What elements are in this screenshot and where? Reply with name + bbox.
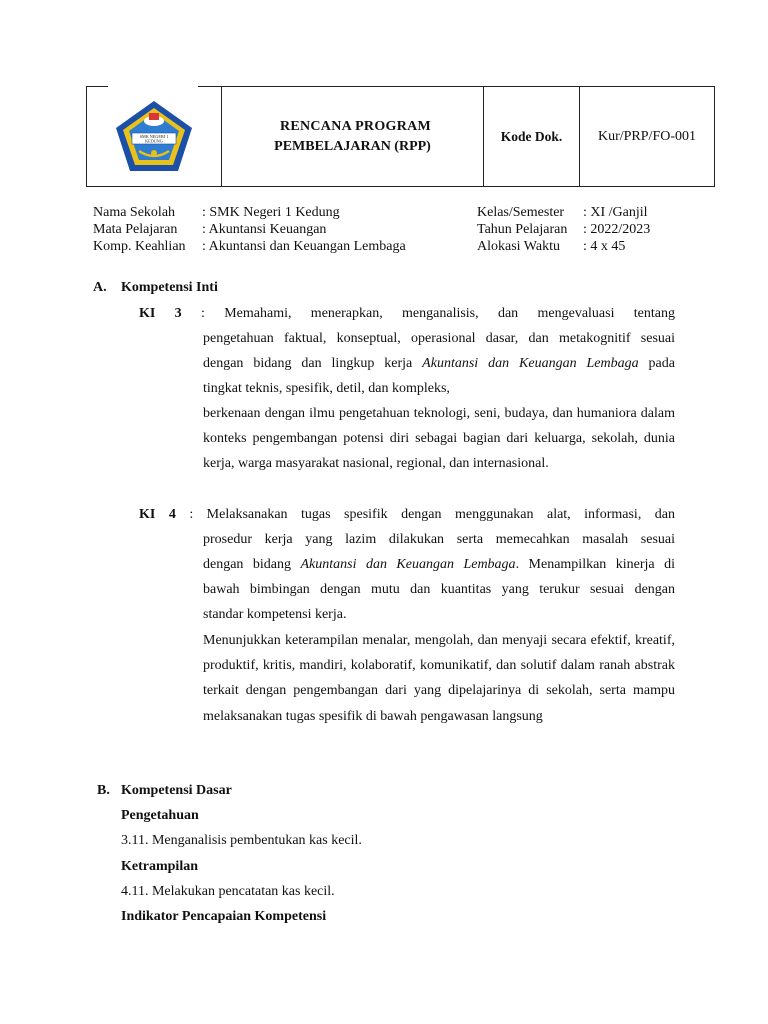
section-a-title: Kompetensi Inti: [121, 280, 218, 295]
ki4-line-4: bawah bimbingan dengan mutu dan kuantitas yang terukur sesuai dengan: [203, 582, 675, 597]
ki4-line-5: standar kompetensi kerja.: [203, 607, 347, 622]
keterampilan-label: Ketrampilan: [121, 859, 198, 874]
ki4-line-3: dengan bidang Akuntansi dan Keuangan Lembaga. Menampilkan kinerja di: [203, 557, 675, 572]
info-row-year: Tahun Pelajaran : 2022/2023: [477, 222, 651, 237]
ki3-line-4: tingkat teknis, spesifik, detil, dan kompleks,: [203, 381, 450, 396]
header-border-gap: [108, 85, 198, 88]
info-row-expertise: Komp. Keahlian : Akuntansi dan Keuangan Lembaga: [93, 239, 406, 254]
school-info-left: [93, 204, 406, 255]
logo-cell: [87, 87, 222, 186]
section-b-title: Kompetensi Dasar: [121, 783, 232, 798]
kd-3-11: 3.11. Menganalisis pembentukan kas kecil.: [121, 833, 362, 848]
school-info-right: [477, 204, 650, 255]
info-row-class: Kelas/Semester : XI /Ganjil: [477, 205, 648, 220]
section-b-marker: B.: [97, 783, 110, 798]
info-row-subject: Mata Pelajaran : Akuntansi Keuangan: [93, 222, 327, 237]
ki4-first-line: KI 4 : Melaksanakan tugas spesifik dengan menggunakan alat, informasi, dan: [139, 507, 676, 522]
section-a-marker: A.: [93, 280, 107, 295]
kd-4-11: 4.11. Melakukan pencatatan kas kecil.: [121, 884, 335, 899]
pengetahuan-label: Pengetahuan: [121, 808, 199, 823]
info-row-school: Nama Sekolah : SMK Negeri 1 Kedung: [93, 205, 340, 220]
ki4-line-2: prosedur kerja yang lazim dilakukan serta memecahkan masalah sesuai: [203, 532, 675, 547]
doc-code-value: Kur/PRP/FO-001: [597, 128, 697, 144]
ki3-label: KI 3: [139, 306, 182, 321]
ki3-line-3: dengan bidang dan lingkup kerja Akuntansi dan Keuangan Lembaga pada: [203, 356, 675, 371]
ki4-paragraph-2: Menunjukkan keterampilan menalar, mengolah, dan menyaji secara efektif, kreatif, produktif, kritis, mandiri, kolaboratif, komunikatif, dan solutif dalam ranah abstrak terkait dengan pengembangan dari yang dipelajarinya di sekolah, serta mampu melaksanakan tugas spesifik di bawah pengawasan langsung: [203, 633, 675, 724]
svg-text:KEDUNG: KEDUNG: [145, 138, 163, 144]
ki3-paragraph-2: berkenaan dengan ilmu pengetahuan teknologi, seni, budaya, dan humaniora dalam konteks pengembangan potensi diri sebagai bagian dari keluarga, sekolah, dunia kerja, warga masyarakat nasional, regional, dan internasional.: [203, 406, 675, 472]
document-title-cell: [222, 87, 484, 186]
ki4-label: KI 4: [139, 507, 176, 522]
document-header-table: [86, 86, 715, 187]
indikator-label: Indikator Pencapaian Kompetensi: [121, 909, 327, 924]
doc-code-label: Kode Dok.: [484, 87, 580, 186]
svg-text:SMK NEGERI 1: SMK NEGERI 1: [139, 133, 169, 139]
ki3-line-2: pengetahuan faktual, konseptual, operasional dasar, dan metakognitif sesuai: [203, 331, 675, 346]
document-title-line1: RENCANA PROGRAM: [279, 118, 432, 134]
ki3-first-line: KI 3 : Memahami, menerapkan, menganalisis, dan mengevaluasi tentang: [139, 306, 676, 321]
info-row-time: Alokasi Waktu : 4 x 45: [477, 239, 626, 254]
school-logo: [113, 99, 195, 175]
document-title-line2: PEMBELAJARAN (RPP): [274, 138, 431, 154]
